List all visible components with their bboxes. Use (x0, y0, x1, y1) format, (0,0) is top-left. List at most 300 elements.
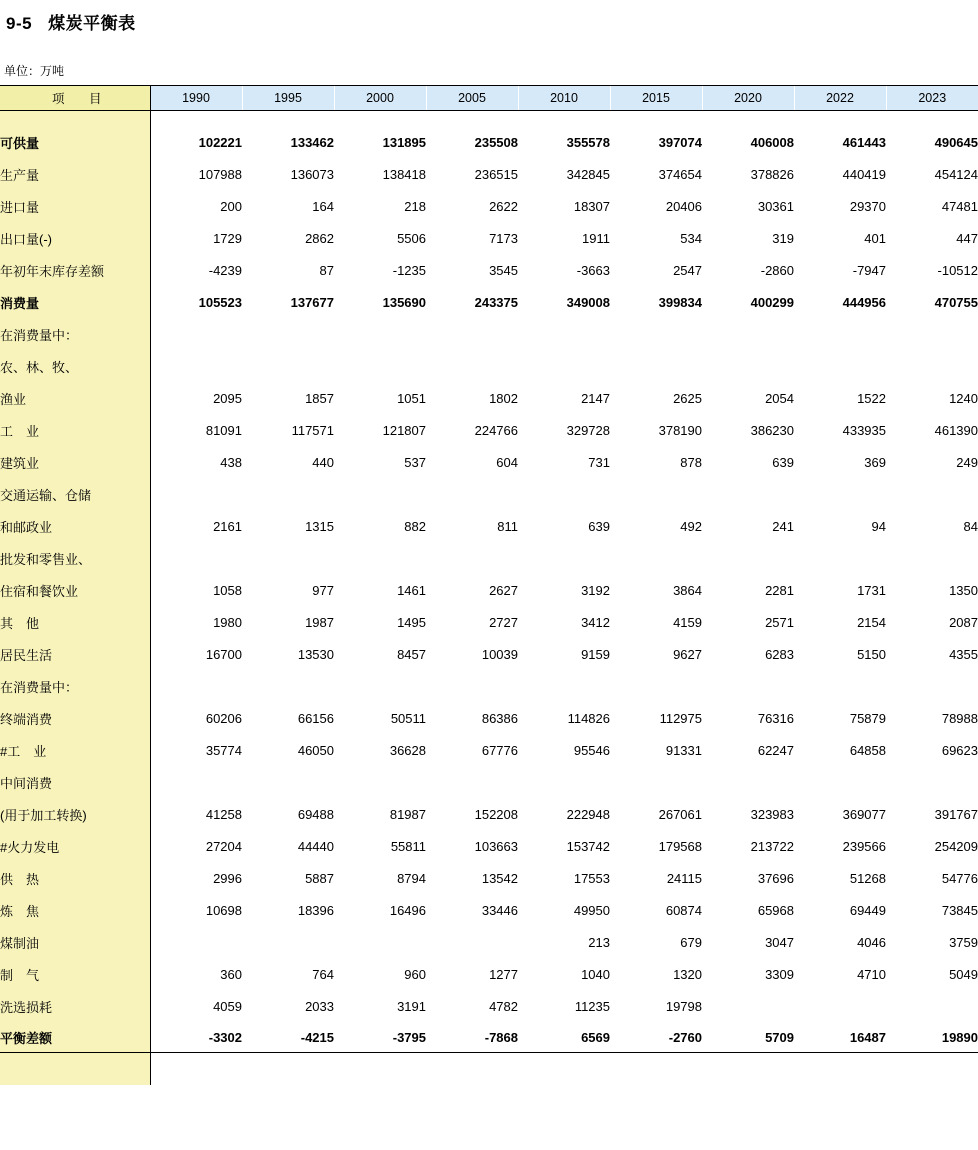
cell-1990 (150, 926, 242, 958)
cell-2022: 369 (864, 454, 886, 470)
cell-2020: 213722 (750, 838, 794, 854)
cell-1990: 107988 (198, 166, 242, 182)
cell-1990: 102221 (198, 134, 242, 150)
cell-1990: 438 (220, 454, 242, 470)
cell-2000: 8457 (397, 646, 426, 662)
cell-2005: 604 (496, 454, 518, 470)
cell-2000: -3795 (334, 1022, 426, 1053)
cell-2020 (702, 350, 794, 382)
cell-2000: 81987 (389, 806, 426, 822)
cell-2022: 16487 (794, 1022, 886, 1053)
cell-2020: 400299 (750, 294, 794, 310)
cell-2020 (702, 478, 794, 510)
cell-1990: 200 (220, 198, 242, 214)
row-label: 中间消费 (0, 766, 150, 798)
cell-2020: 5709 (702, 1022, 794, 1053)
cell-2022 (794, 350, 886, 382)
table-body (0, 111, 978, 1086)
row-label: 渔业 (0, 382, 150, 414)
cell-2000: 1051 (397, 390, 426, 406)
cell-2023: 19890 (886, 1022, 978, 1053)
table-row (0, 798, 978, 830)
table-row (0, 926, 978, 958)
table-header-row (0, 86, 978, 111)
cell-2023: 1240 (949, 390, 978, 406)
cell-2015: 3864 (673, 582, 702, 598)
cell-2000: -1235 (392, 262, 426, 278)
cell-2023: 4355 (949, 646, 978, 662)
cell-2010: 18307 (573, 198, 610, 214)
cell-2023: 2087 (949, 614, 978, 630)
cell-2010: 355578 (566, 134, 610, 150)
cell-2000: 131895 (382, 134, 426, 150)
cell-2015: 1320 (673, 966, 702, 982)
cell-2005 (426, 670, 518, 702)
cell-2023: 391767 (934, 806, 978, 822)
cell-2015: 112975 (659, 710, 702, 726)
cell-2020: 406008 (750, 134, 794, 150)
cell-2005: 4782 (489, 998, 518, 1014)
cell-2015: 4159 (673, 614, 702, 630)
cell-2010 (518, 766, 610, 798)
table-row (0, 1022, 978, 1053)
cell-2000: 5506 (397, 230, 426, 246)
table-row (0, 414, 978, 446)
table-row (0, 350, 978, 382)
cell-2000 (334, 318, 426, 350)
table-row (0, 158, 978, 190)
cell-2010: 153742 (566, 838, 610, 854)
cell-2022: 4046 (857, 934, 886, 950)
cell-2022: 4710 (857, 966, 886, 982)
cell-1995: -4215 (242, 1022, 334, 1053)
row-label: 在消费量中： (0, 318, 150, 350)
table-row (0, 830, 978, 862)
table-number: 9-5 (6, 14, 33, 33)
cell-2015: 24115 (666, 870, 702, 886)
cell-2005: 3545 (489, 262, 518, 278)
cell-2010: 349008 (566, 294, 610, 310)
cell-2022: 444956 (842, 294, 886, 310)
cell-2010: 639 (588, 518, 610, 534)
row-label: 工 业 (0, 414, 150, 446)
table-title: 煤炭平衡表 (48, 14, 136, 33)
table-row (0, 446, 978, 478)
cell-2005: 2622 (489, 198, 518, 214)
cell-1995: 44440 (297, 838, 334, 854)
cell-2010: 95546 (573, 742, 610, 758)
cell-2022 (794, 670, 886, 702)
cell-2010 (518, 318, 610, 350)
cell-2005: 243375 (474, 294, 518, 310)
cell-2005: 1277 (489, 966, 518, 982)
cell-2010: 49950 (573, 902, 610, 918)
table-row (0, 382, 978, 414)
cell-2005: 103663 (474, 838, 518, 854)
cell-2000 (334, 478, 426, 510)
column-header-2022: 2022 (794, 86, 886, 111)
cell-2022: -7947 (852, 262, 886, 278)
cell-1990: 35774 (205, 742, 242, 758)
cell-1995: 69488 (297, 806, 334, 822)
column-header-item: 项 目 (0, 86, 150, 111)
cell-2022: 1731 (857, 582, 886, 598)
cell-2005: 1802 (489, 390, 518, 406)
row-label: 批发和零售业、 (0, 542, 150, 574)
cell-2005: 152208 (474, 806, 518, 822)
cell-1995: 133462 (290, 134, 334, 150)
column-header-2000: 2000 (334, 86, 426, 111)
cell-2015 (610, 350, 702, 382)
cell-2022: 2154 (857, 614, 886, 630)
spacer-row (0, 111, 978, 127)
cell-1995 (242, 350, 334, 382)
cell-2005: 67776 (481, 742, 518, 758)
cell-2022: 433935 (842, 422, 886, 438)
row-label: 出口量(-) (0, 222, 150, 254)
cell-2010: 2147 (581, 390, 610, 406)
row-label: 在消费量中： (0, 670, 150, 702)
cell-2015: 267061 (658, 806, 702, 822)
cell-2020: 241 (772, 518, 794, 534)
cell-2022: 29370 (849, 198, 886, 214)
cell-2000 (334, 926, 426, 958)
cell-2022: 461443 (842, 134, 886, 150)
table-row (0, 670, 978, 702)
cell-2010 (518, 350, 610, 382)
cell-2000: 1461 (397, 582, 426, 598)
cell-2010: 9159 (581, 646, 610, 662)
cell-2015: 374654 (658, 166, 702, 182)
row-label: 进口量 (0, 190, 150, 222)
cell-2005: 10039 (481, 646, 518, 662)
cell-1990 (150, 350, 242, 382)
cell-2000: 135690 (382, 294, 426, 310)
cell-2023: 78988 (941, 710, 978, 726)
cell-1990: 2161 (213, 518, 242, 534)
cell-2010: 3192 (581, 582, 610, 598)
cell-1990: 1729 (213, 230, 242, 246)
cell-1995: 977 (312, 582, 334, 598)
cell-1990: 16700 (205, 646, 242, 662)
cell-2000: 960 (404, 966, 426, 982)
cell-2023: 54776 (941, 870, 978, 886)
cell-2015: 878 (680, 454, 702, 470)
row-label: 交通运输、仓储 (0, 478, 150, 510)
cell-2000: 55811 (390, 838, 426, 854)
table-row (0, 190, 978, 222)
cell-2005: 236515 (474, 166, 518, 182)
table-row (0, 766, 978, 798)
spacer-cells-bottom (150, 1053, 978, 1086)
cell-1990: 1058 (213, 582, 242, 598)
cell-1995: 13530 (297, 646, 334, 662)
cell-2020: 76316 (757, 710, 794, 726)
cell-2015: 91331 (665, 742, 702, 758)
cell-2010: 17553 (573, 870, 610, 886)
cell-2020: 3047 (765, 934, 794, 950)
row-label: 炼 焦 (0, 894, 150, 926)
cell-2000: 121807 (382, 422, 426, 438)
cell-2010 (518, 670, 610, 702)
cell-2015 (610, 670, 702, 702)
cell-1990 (150, 766, 242, 798)
cell-2022: 69449 (849, 902, 886, 918)
cell-2005: 33446 (481, 902, 518, 918)
cell-2005 (426, 766, 518, 798)
row-label: 消费量 (0, 286, 150, 318)
cell-2023: 470755 (934, 294, 978, 310)
column-header-1995: 1995 (242, 86, 334, 111)
table-row (0, 574, 978, 606)
cell-2000 (334, 766, 426, 798)
row-label: 可供量 (0, 126, 150, 158)
spacer-cells (150, 111, 978, 127)
cell-2010: 114826 (567, 710, 610, 726)
row-label: 平衡差额 (0, 1022, 150, 1053)
row-label: 年初年末库存差额 (0, 254, 150, 286)
cell-1995: 66156 (297, 710, 334, 726)
cell-2010: 213 (588, 934, 610, 950)
cell-2023 (886, 350, 978, 382)
cell-2015 (610, 318, 702, 350)
table-row (0, 254, 978, 286)
cell-2023 (886, 318, 978, 350)
cell-1995: 1857 (305, 390, 334, 406)
row-label: 制 气 (0, 958, 150, 990)
cell-2015 (610, 542, 702, 574)
row-label: 供 热 (0, 862, 150, 894)
cell-1990: -4239 (208, 262, 242, 278)
table-row (0, 990, 978, 1022)
cell-2005: 86386 (481, 710, 518, 726)
cell-1995 (242, 478, 334, 510)
cell-2015: 20406 (665, 198, 702, 214)
cell-2015: 679 (680, 934, 702, 950)
cell-2010: 329728 (566, 422, 610, 438)
cell-2022: 369077 (842, 806, 886, 822)
cell-2023: 3759 (949, 934, 978, 950)
cell-2010: 222948 (566, 806, 610, 822)
cell-2023 (886, 542, 978, 574)
cell-1995: 5887 (305, 870, 334, 886)
cell-2005: 811 (497, 518, 518, 534)
cell-2015: 60874 (665, 902, 702, 918)
cell-2022: 1522 (857, 390, 886, 406)
column-header-2015: 2015 (610, 86, 702, 111)
cell-2022: 440419 (842, 166, 886, 182)
cell-2010 (518, 478, 610, 510)
cell-2005: 224766 (474, 422, 518, 438)
cell-2000: 3191 (397, 998, 426, 1014)
cell-2023: 5049 (949, 966, 978, 982)
cell-1995 (242, 926, 334, 958)
row-label: 洗选损耗 (0, 990, 150, 1022)
cell-2023: 84 (963, 518, 978, 534)
cell-1990: 2095 (213, 390, 242, 406)
cell-2000: 36628 (389, 742, 426, 758)
spacer-label-bottom (0, 1053, 150, 1086)
cell-2020 (702, 766, 794, 798)
cell-2020: 319 (772, 230, 794, 246)
cell-1990: 1980 (213, 614, 242, 630)
cell-1995: 137677 (290, 294, 334, 310)
cell-2015: 534 (680, 230, 702, 246)
cell-2010: 3412 (581, 614, 610, 630)
cell-1990 (150, 670, 242, 702)
cell-2020: 323983 (750, 806, 794, 822)
cell-2022: 75879 (849, 710, 886, 726)
cell-1995: 1315 (305, 518, 334, 534)
cell-2020: 3309 (765, 966, 794, 982)
cell-2020 (702, 990, 794, 1022)
cell-2022 (794, 766, 886, 798)
cell-2000: 1495 (397, 614, 426, 630)
cell-2000: 537 (404, 454, 426, 470)
cell-2023: 69623 (941, 742, 978, 758)
cell-2022 (794, 990, 886, 1022)
page-title (6, 9, 978, 34)
cell-2015: 378190 (658, 422, 702, 438)
cell-2015 (610, 478, 702, 510)
cell-2010: 1040 (581, 966, 610, 982)
cell-2023: 73845 (941, 902, 978, 918)
unit-note: 单位：万吨 (4, 64, 65, 78)
spacer-label (0, 111, 150, 127)
cell-2022 (794, 542, 886, 574)
cell-2022 (794, 478, 886, 510)
cell-2005: -7868 (426, 1022, 518, 1053)
cell-1995 (242, 766, 334, 798)
cell-2000: 882 (404, 518, 426, 534)
cell-1995: 2862 (305, 230, 334, 246)
cell-2023: 254209 (934, 838, 978, 854)
row-label: 农、林、牧、 (0, 350, 150, 382)
cell-1990 (150, 542, 242, 574)
cell-2023: 1350 (949, 582, 978, 598)
cell-2022: 51268 (849, 870, 886, 886)
table-row (0, 734, 978, 766)
cell-2020: -2860 (760, 262, 794, 278)
cell-1990 (150, 478, 242, 510)
cell-2023 (886, 478, 978, 510)
row-label: 其 他 (0, 606, 150, 638)
cell-2023 (886, 766, 978, 798)
table-row (0, 510, 978, 542)
spacer-row-bottom (0, 1053, 978, 1086)
cell-2023 (886, 670, 978, 702)
cell-2020: 386230 (750, 422, 794, 438)
cell-2022: 5150 (857, 646, 886, 662)
cell-1995: 764 (312, 966, 334, 982)
cell-2005 (426, 318, 518, 350)
table-row (0, 958, 978, 990)
row-label: 居民生活 (0, 638, 150, 670)
column-header-2005: 2005 (426, 86, 518, 111)
row-label: 生产量 (0, 158, 150, 190)
table-row (0, 702, 978, 734)
cell-2000: 138418 (382, 166, 426, 182)
cell-2000: 8794 (397, 870, 426, 886)
row-label: #工 业 (0, 734, 150, 766)
cell-2010: 1911 (582, 230, 610, 246)
cell-1995: 2033 (305, 998, 334, 1014)
cell-2005 (426, 926, 518, 958)
table-row (0, 478, 978, 510)
row-label: #火力发电 (0, 830, 150, 862)
cell-2005 (426, 542, 518, 574)
cell-1990: 27204 (205, 838, 242, 854)
cell-2005: 235508 (474, 134, 518, 150)
column-header-2023: 2023 (886, 86, 978, 111)
cell-2015: 399834 (658, 294, 702, 310)
cell-2023: 249 (956, 454, 978, 470)
cell-1995 (242, 670, 334, 702)
cell-2015: 2625 (673, 390, 702, 406)
table-row (0, 222, 978, 254)
cell-1990: 81091 (205, 422, 242, 438)
cell-2022: 94 (871, 518, 886, 534)
cell-1990 (150, 318, 242, 350)
cell-2000: 50511 (390, 710, 426, 726)
cell-2020: 37696 (757, 870, 794, 886)
row-label: 和邮政业 (0, 510, 150, 542)
cell-1990: 360 (220, 966, 242, 982)
cell-2005: 13542 (481, 870, 518, 886)
table-row (0, 638, 978, 670)
table-row (0, 894, 978, 926)
cell-2010 (518, 542, 610, 574)
cell-1995: 164 (312, 198, 334, 214)
cell-2022 (794, 318, 886, 350)
column-header-2010: 2010 (518, 86, 610, 111)
row-label: (用于加工转换) (0, 798, 150, 830)
cell-2020: 30361 (757, 198, 794, 214)
column-header-1990: 1990 (150, 86, 242, 111)
cell-2020: 6283 (765, 646, 794, 662)
cell-1995 (242, 318, 334, 350)
cell-1995: 136073 (290, 166, 334, 182)
cell-2020: 2281 (765, 582, 794, 598)
cell-1995: 18396 (297, 902, 334, 918)
cell-2022: 239566 (842, 838, 886, 854)
cell-2005 (426, 478, 518, 510)
cell-1990: 10698 (205, 902, 242, 918)
cell-2010: -3663 (576, 262, 610, 278)
cell-1990: 4059 (213, 998, 242, 1014)
cell-2010: 342845 (566, 166, 610, 182)
cell-2010: 11235 (574, 998, 610, 1014)
row-label: 建筑业 (0, 446, 150, 478)
cell-2020: 62247 (757, 742, 794, 758)
cell-2015: 179568 (658, 838, 702, 854)
row-label: 终端消费 (0, 702, 150, 734)
cell-2000: 16496 (389, 902, 426, 918)
cell-2022: 64858 (849, 742, 886, 758)
cell-2023: 447 (956, 230, 978, 246)
cell-2015: 492 (680, 518, 702, 534)
cell-1995: 440 (312, 454, 334, 470)
cell-1995: 117571 (291, 422, 334, 438)
cell-1995: 1987 (305, 614, 334, 630)
cell-2010: 6569 (518, 1022, 610, 1053)
row-label: 住宿和餐饮业 (0, 574, 150, 606)
cell-2020: 2054 (765, 390, 794, 406)
cell-2005: 2727 (489, 614, 518, 630)
cell-2020: 65968 (757, 902, 794, 918)
cell-2022: 401 (864, 230, 886, 246)
table-row (0, 542, 978, 574)
